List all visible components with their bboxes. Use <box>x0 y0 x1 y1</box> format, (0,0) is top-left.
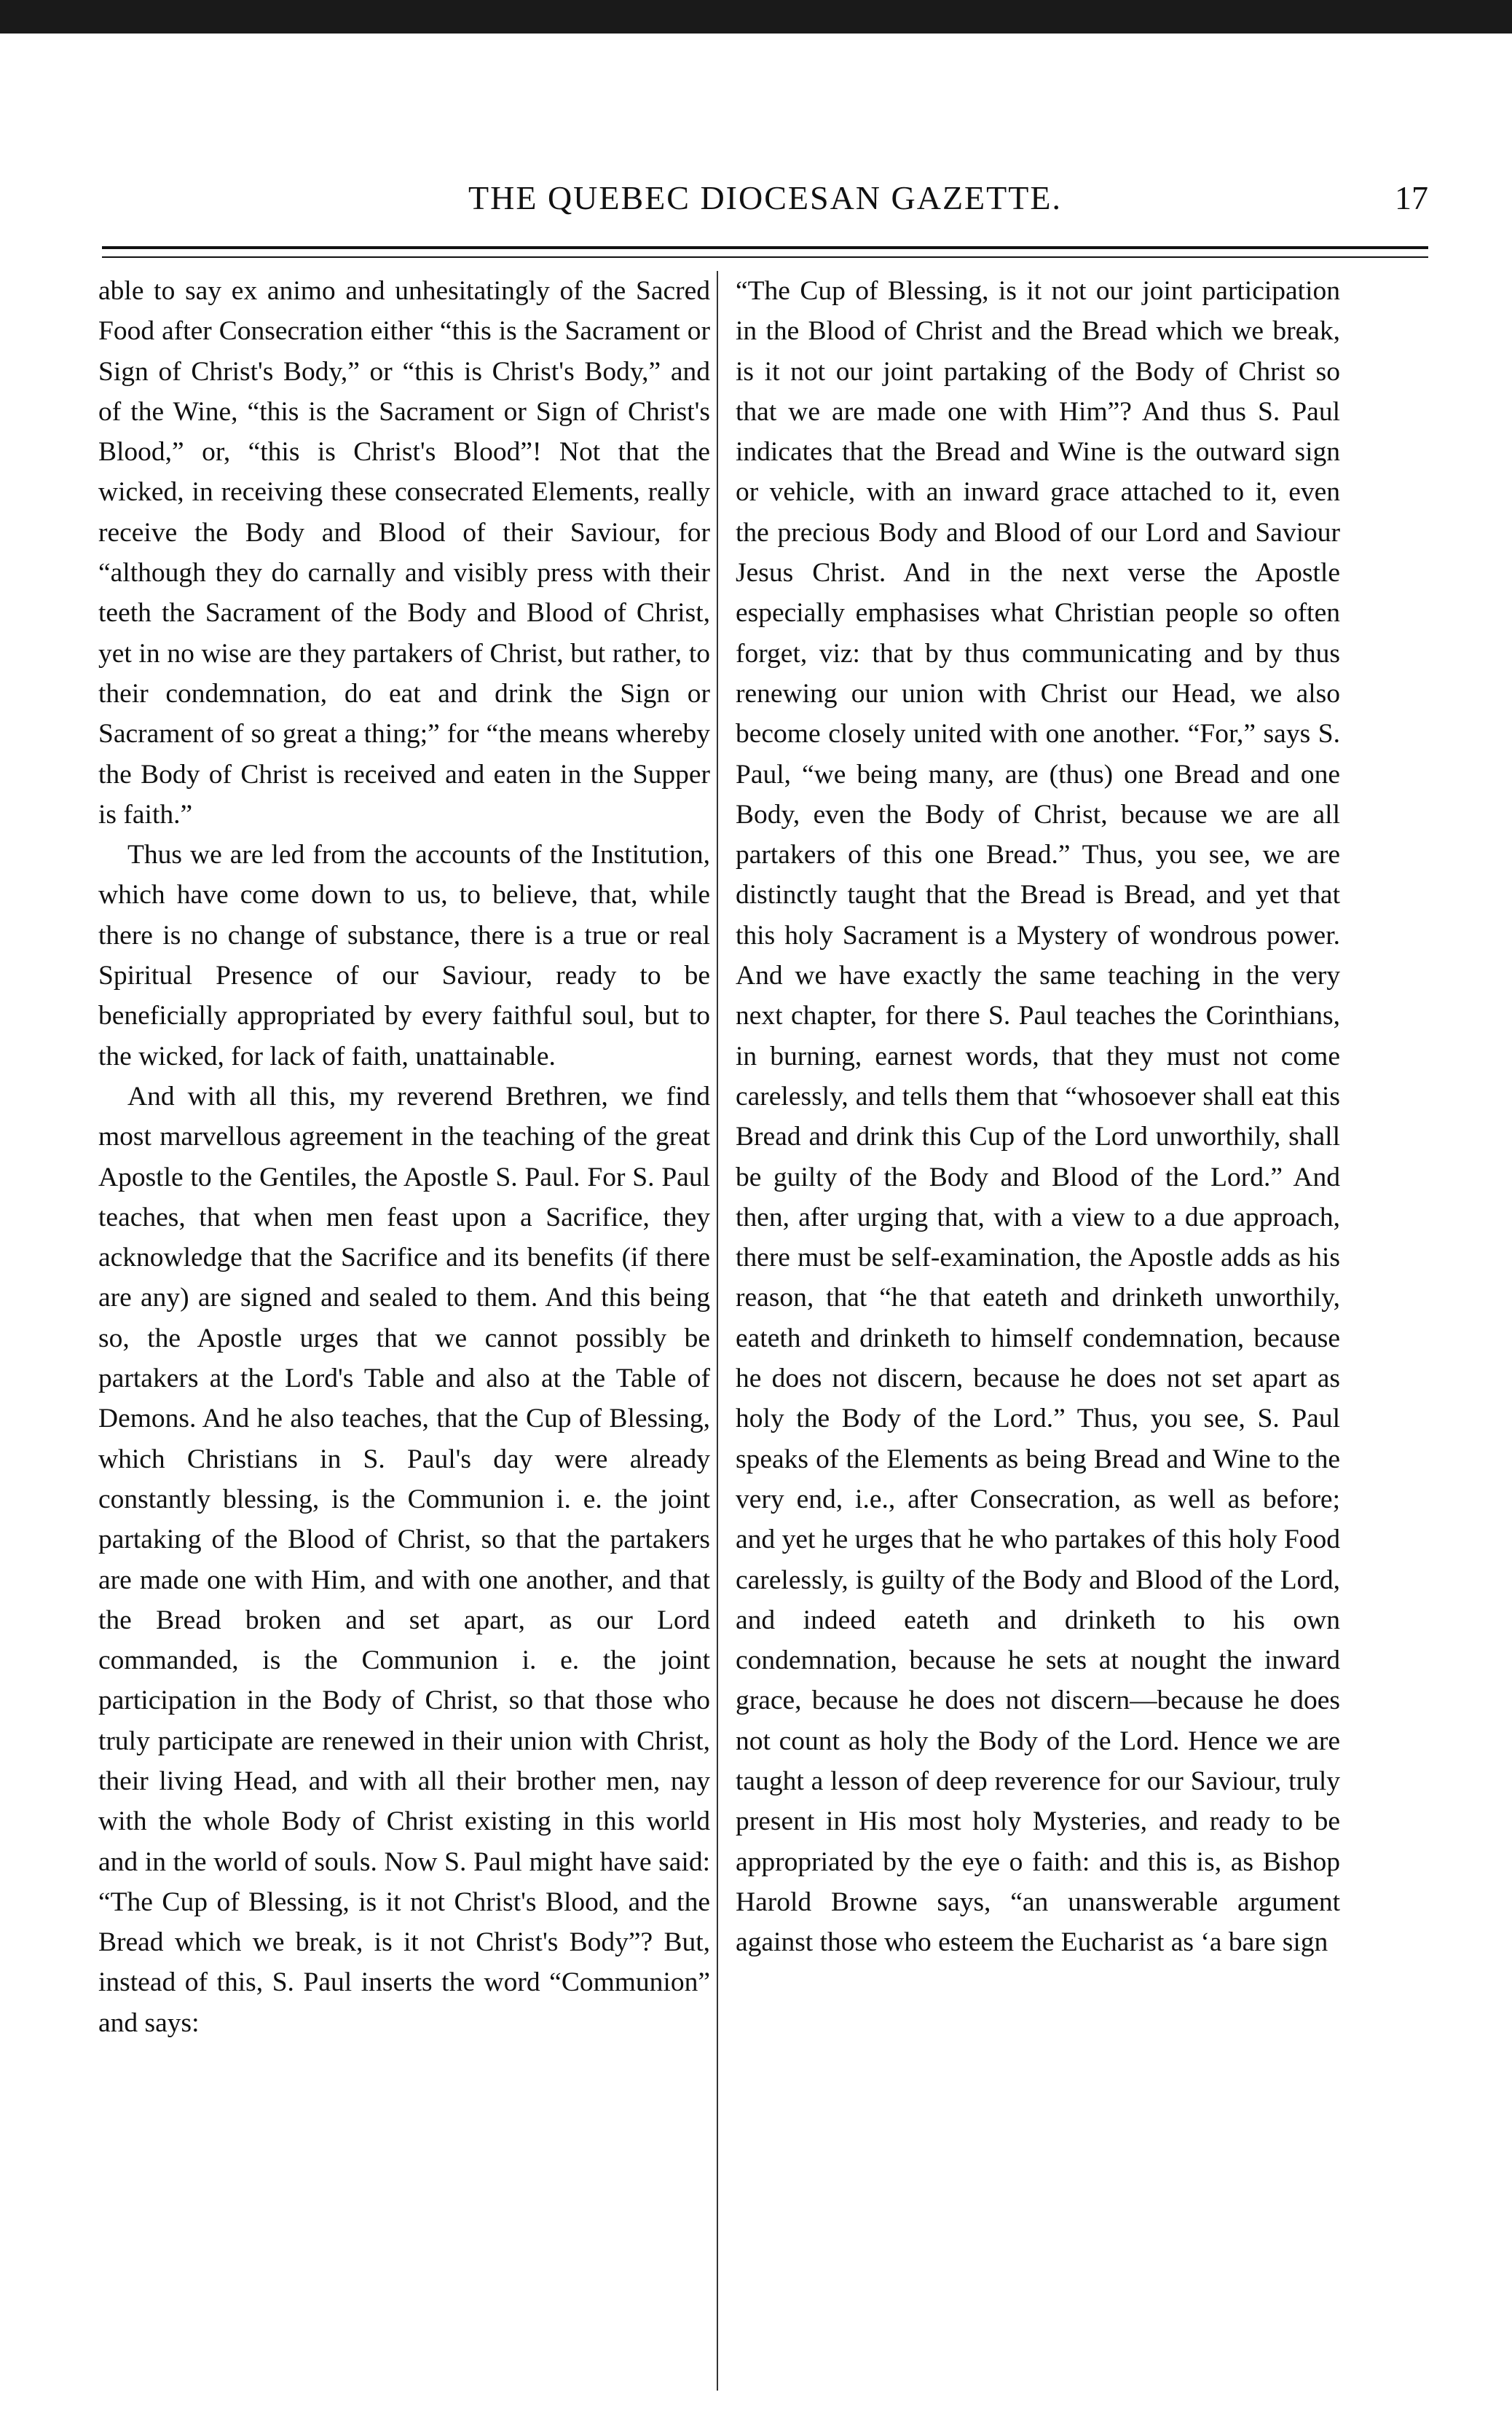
paragraph: “The Cup of Blessing, is it not our joint participation in the Blood of Christ and the Bread which we break, is it not our joint partaking of the Body of Christ so that we are made one with Him”? And thus S. Paul indicates that the Bread and Wine is the outward sign or vehicle, with an inward grace attached to it, even the precious Body and Blood of our Lord and Saviour Jesus Christ. And in the next verse the Apostle especially emphasises what Christian people so often forget, viz: that by thus communicating and by thus renewing our union with Christ our Head, we also become closely united with one another. “For,” says S. Paul, “we being many, are (thus) one Bread and one Body, even the Body of Christ, because we are all partakers of this one Bread.” Thus, you see, we are distinctly taught that the Bread is Bread, and yet that this holy Sacrament is a Mystery of wondrous power. And we have exactly the same teaching in the very next chapter, for there S. Paul teaches the Corinthians, in burning, earnest words, that they must not come carelessly, and tells them that “whosoever shall eat this Bread and drink this Cup of the Lord unworthily, shall be guilty of the Body and Blood of the Lord.” And then, after urging that, with a view to a due approach, there must be self-examination, the Apostle adds as his reason, that “he that eateth and drinketh unworthily, eateth and drinketh to himself condemnation, because he does not discern, because he does not set apart as holy the Body of the Lord.” Thus, you see, S. Paul speaks of the Elements as being Bread and Wine to the very end, i.e., after Consecration, as well as before; and yet he urges that he who partakes of this holy Food carelessly, is guilty of the Body and Blood of the Lord, and indeed eateth and drinketh to his own condemnation, because he sets at nought the inward grace, because he does not discern—because he does not count as holy the Body of the Lord. Hence we are taught a lesson of deep reverence for our Saviour, truly present in His most holy Mysteries, and ready to be appropriated by the eye o faith: and this is, as Bishop Harold Browne says, “an unanswerable argument against those who esteem the Eucharist as ‘a bare sign <box>736 276 1340 1958</box>
scan-top-edge <box>0 0 1512 34</box>
header-rule-thin <box>102 256 1428 258</box>
paragraph: Thus we are led from the accounts of the Institution, which have come down to us, to believe, that, while there is no change of substance, there is a true or real Spiritual Presence of our Saviour, ready to be beneficially appropriated by every faithful soul, but to the wicked, for lack of faith, unattainable. <box>98 840 710 1071</box>
paragraph: And with all this, my reverend Brethren, we find most marvellous agreement in the teaching of the great Apostle to the Gentiles, the Apostle S. Paul. For S. Paul teaches, that when men feast upon a Sacrifice, they acknowledge that the Sacrifice and its benefits (if there are any) are signed and sealed to them. And this being so, the Apostle urges that we cannot possibly be partakers at the Lord's Table and also at the Table of Demons. And he also teaches, that the Cup of Blessing, which Christians in S. Paul's day were already constantly blessing, is the Communion i. e. the joint partaking of the Blood of Christ, so that the partakers are made one with Him, and with one another, and that the Bread broken and set apart, as our Lord commanded, is the Communion i. e. the joint participation in the Body of Christ, so that those who truly participate are renewed in their union with Christ, their living Head, and with all their brother men, nay with the whole Body of Christ existing in this world and in the world of souls. Now S. Paul might have said: “The Cup of Blessing, is it not Christ's Blood, and the Bread which we break, is it not Christ's Body”? But, instead of this, S. Paul inserts the word “Communion” and says: <box>98 1081 710 2038</box>
column-divider <box>717 271 718 2391</box>
header-rule <box>102 246 1428 249</box>
left-column <box>98 271 710 2043</box>
paragraph: able to say ex animo and unhesitatingly of the Sacred Food after Consecration either “this is the Sacrament or Sign of Christ's Body,” or “this is Christ's Body,” and of the Wine, “this is the Sacrament or Sign of Christ's Blood,” or, “this is Christ's Blood”! Not that the wicked, in receiving these consecrated Elements, really receive the Body and Blood of their Saviour, for “although they do carnally and visibly press with their teeth the Sacrament of the Body and Blood of Christ, yet in no wise are they partakers of Christ, but rather, to their condemnation, do eat and drink the Sign or Sacrament of so great a thing;” for “the means whereby the Body of Christ is received and eaten in the Supper is faith.” <box>98 276 710 830</box>
page-number: 17 <box>1395 179 1428 216</box>
right-column <box>736 271 1340 1962</box>
page-title: THE QUEBEC DIOCESAN GAZETTE. <box>468 179 1062 216</box>
page-header <box>102 178 1428 229</box>
